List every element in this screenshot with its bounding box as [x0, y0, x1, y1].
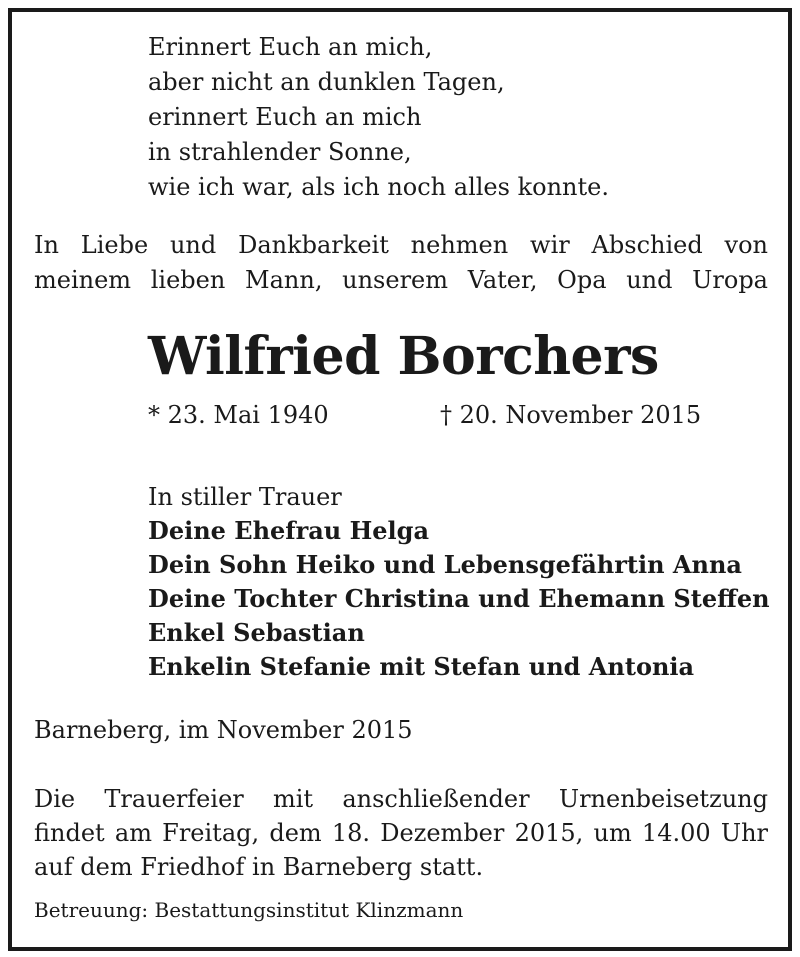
deceased-name: Wilfried Borchers [148, 326, 659, 387]
memorial-poem [148, 30, 609, 205]
farewell-intro [34, 228, 768, 298]
intro-line: In Liebe und Dankbarkeit nehmen wir Abschied von [34, 231, 768, 259]
funeral-line: Die Trauerfeier mit anschließender Urnenbeisetzung [34, 785, 768, 813]
birth-date: * 23. Mai 1940 [148, 401, 329, 429]
poem-line: Erinnert Euch an mich, [148, 33, 433, 61]
mourners-heading: In stiller Trauer [148, 483, 342, 511]
poem-line: wie ich war, als ich noch alles konnte. [148, 173, 609, 201]
funeral-notice [34, 782, 768, 884]
mourners-list [148, 480, 770, 684]
funeral-line: findet am Freitag, dem 18. Dezember 2015, um 14.00 Uhr [34, 819, 768, 847]
mourner-name: Enkelin Stefanie mit Stefan und Antonia [148, 652, 695, 681]
mourner-name: Deine Ehefrau Helga [148, 516, 430, 545]
mourner-name: Dein Sohn Heiko und Lebensgefährtin Anna [148, 550, 742, 579]
poem-line: aber nicht an dunklen Tagen, [148, 68, 505, 96]
place-and-date: Barneberg, im November 2015 [34, 716, 413, 744]
funeral-home: Betreuung: Bestattungsinstitut Klinzmann [34, 898, 464, 922]
intro-line: meinem lieben Mann, unserem Vater, Opa und Uropa [34, 266, 768, 294]
death-date: † 20. November 2015 [440, 401, 702, 429]
mourner-name: Enkel Sebastian [148, 618, 365, 647]
poem-line: in strahlender Sonne, [148, 138, 412, 166]
mourner-name: Deine Tochter Christina und Ehemann Steffen [148, 584, 770, 613]
funeral-line: auf dem Friedhof in Barneberg statt. [34, 853, 484, 881]
poem-line: erinnert Euch an mich [148, 103, 422, 131]
